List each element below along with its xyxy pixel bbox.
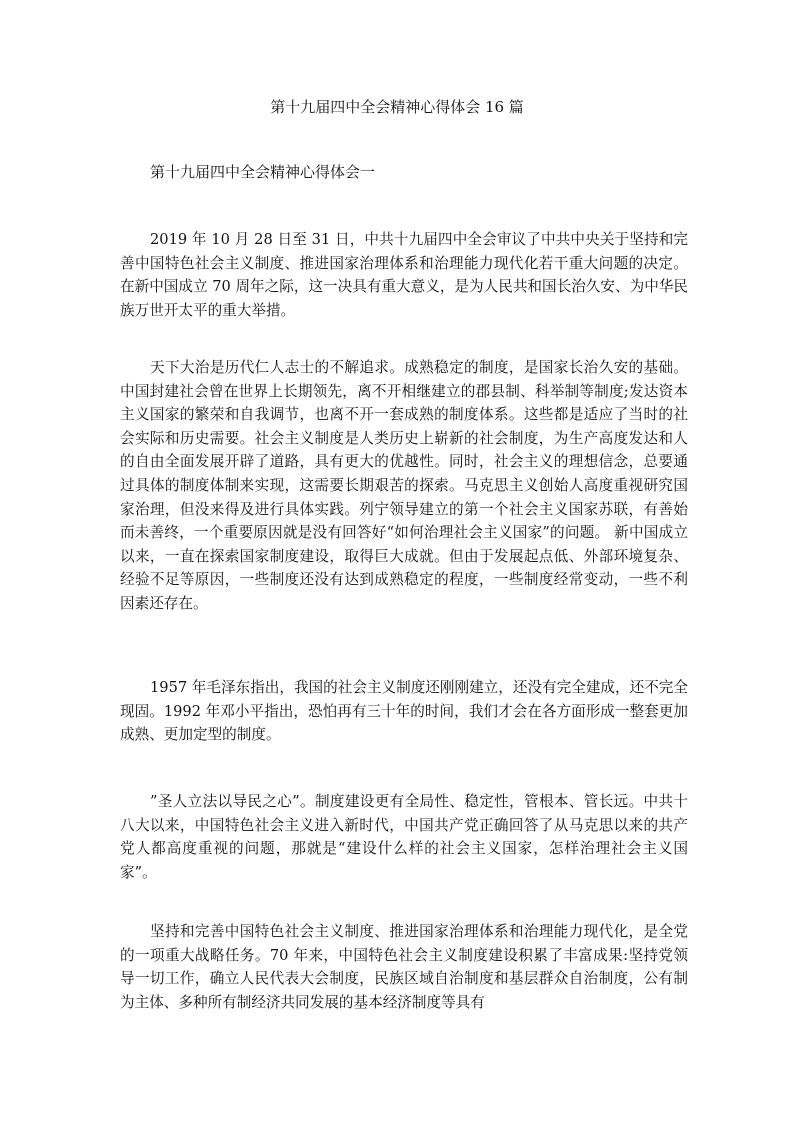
paragraph-4: ”圣人立法以导民之心”。制度建设更有全局性、稳定性，管根本、管长远。中共十八大以来，中国特色社会主义进入新时代，中国共产党正确回答了从马克思以来的共产党人都高度重视的问题，那就是“建设什么样的社会主义国家，怎样治理社会主义国家”。 <box>120 793 688 881</box>
paragraph-1: 2019 年 10 月 28 日至 31 日，中共十九届四中全会审议了中共中央关于坚持和完善中国特色社会主义制度、推进国家治理体系和治理能力现代化若干重大问题的决定。在新中国成立 70 周年之际，这一决具有重大意义，是为人民共和国长治久安、为中华民族万世开太平的重大举措。 <box>120 231 688 319</box>
paragraph-3: 1957 年毛泽东指出，我国的社会主义制度还刚刚建立，还没有完全建成，还不完全现固。1992 年邓小平指出，恐怕再有三十年的时间，我们才会在各方面形成一整套更加成熟、更加定型的制度。 <box>120 679 688 744</box>
paragraph-5: 坚持和完善中国特色社会主义制度、推进国家治理体系和治理能力现代化，是全党的一项重大战略任务。70 年来，中国特色社会主义制度建设积累了丰富成果:坚持党领导一切工作，确立人民代表大会制度，民族区域自治制度和基层群众自治制度，公有制为主体、多种所有制经济共同发展的基本经济制度等具有 <box>120 923 688 1011</box>
paragraph-2: 天下大治是历代仁人志士的不解追求。成熟稳定的制度，是国家长治久安的基础。中国封建社会曾在世界上长期领先，离不开相继建立的郡县制、科举制等制度;发达资本主义国家的繁荣和自我调节，也离不开一套成熟的制度体系。这些都是适应了当时的社会实际和历史需要。社会主义制度是人类历史上崭新的社会制度，为生产高度发达和人的自由全面发展开辟了道路，具有更大的优越性。同时，社会主义的理想信念，总要通过具体的制度体制来实现，这需要长期艰苦的探索。马克思主义创始人高度重视研究国家治理，但没来得及进行具体实践。列宁领导建立的第一个社会主义国家苏联，有善始而未善终，一个重要原因就是没有回答好“如何治理社会主义国家”的问题。 新中国成立以来，一直在探索国家制度建设，取得巨大成就。但由于发展起点低、外部环境复杂、经验不足等原因，一些制度还没有达到成熟稳定的程度，一些制度经常变动，一些不利因素还存在。 <box>120 359 688 612</box>
section-heading: 第十九届四中全会精神心得体会一 <box>150 163 376 181</box>
document-title: 第十九届四中全会精神心得体会 16 篇 <box>270 98 524 116</box>
